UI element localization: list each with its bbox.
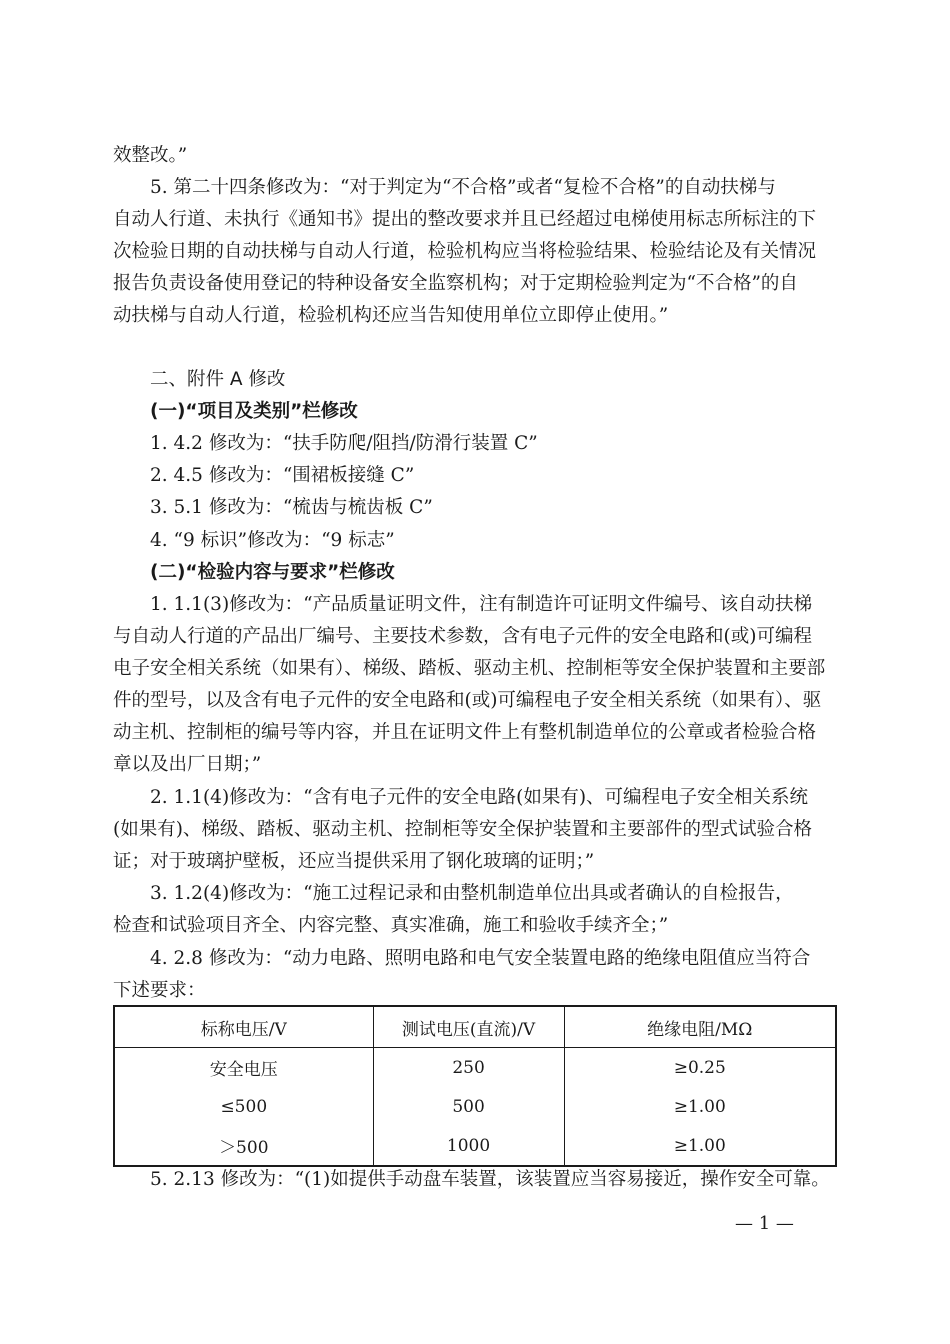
text-line: 次检验日期的自动扶梯与自动人行道，检验机构应当将检验结果、检验结论及有关情况 [113,241,817,262]
text-line: 与自动人行道的产品出厂编号、主要技术参数，含有电子元件的安全电路和(或)可编程 [113,626,812,647]
text-line: (如果有)、梯级、踏板、驱动主机、控制柜等安全保护装置和主要部件的型式试验合格 [113,819,812,840]
table-cell: ≥1.00 [564,1087,836,1126]
insulation-resistance-table [113,1005,837,1167]
table-cell: ≥1.00 [564,1126,836,1166]
column-header: 测试电压(直流)/V [373,1006,564,1048]
column-header: 标称电压/V [114,1006,373,1048]
list-item: 4. “9 标识”修改为：“9 标志” [150,530,395,551]
list-item: 1. 4.2 修改为：“扶手防爬/阻挡/防滑行装置 C” [150,433,538,454]
table-header-row [114,1006,836,1048]
list-item: 2. 4.5 修改为：“围裙板接缝 C” [150,465,415,486]
text-line: 下述要求： [113,980,206,1001]
text-line: 电子安全相关系统（如果有）、梯级、踏板、驱动主机、控制柜等安全保护装置和主要部 [113,658,826,679]
text-line: 2. 1.1(4)修改为：“含有电子元件的安全电路(如果有)、可编程电子安全相关系统 [150,787,809,808]
text-line: 动扶梯与自动人行道，检验机构还应当告知使用单位立即停止使用。” [113,305,669,326]
page-number: — 1 — [735,1213,794,1234]
table-cell: 500 [373,1087,564,1126]
text-line: 动主机、控制柜的编号等内容，并且在证明文件上有整机制造单位的公章或者检验合格 [113,722,817,743]
table-row [114,1048,836,1088]
text-line: 效整改。” [113,145,188,166]
table-cell: 250 [373,1048,564,1088]
table-cell: ≥0.25 [564,1048,836,1088]
text-line: 5. 第二十四条修改为：“对于判定为“不合格”或者“复检不合格”的自动扶梯与 [150,177,776,198]
text-line: 报告负责设备使用登记的特种设备安全监察机构；对于定期检验判定为“不合格”的自 [113,273,798,294]
text-line: 检查和试验项目齐全、内容完整、真实准确，施工和验收手续齐全；” [113,915,669,936]
section-title: 二、附件 A 修改 [150,369,286,390]
column-header: 绝缘电阻/MΩ [564,1006,836,1048]
subsection-title: (一)“项目及类别”栏修改 [150,401,358,422]
text-line: 证；对于玻璃护壁板，还应当提供采用了钢化玻璃的证明；” [113,851,595,872]
table-cell: 1000 [373,1126,564,1166]
text-line: 章以及出厂日期；” [113,754,262,775]
text-line: 5. 2.13 修改为：“(1)如提供手动盘车装置，该装置应当容易接近，操作安全可靠。 [150,1169,830,1190]
table-cell: 安全电压 [114,1048,373,1088]
text-line: 4. 2.8 修改为：“动力电路、照明电路和电气安全装置电路的绝缘电阻值应当符合 [150,948,811,969]
text-line: 自动人行道、未执行《通知书》提出的整改要求并且已经超过电梯使用标志所标注的下 [113,209,817,230]
text-line: 3. 1.2(4)修改为：“施工过程记录和由整机制造单位出具或者确认的自检报告， [150,883,794,904]
table-cell: ≤500 [114,1087,373,1126]
table-row [114,1126,836,1166]
list-item: 3. 5.1 修改为：“梳齿与梳齿板 C” [150,497,433,518]
subsection-title: (二)“检验内容与要求”栏修改 [150,562,395,583]
text-line: 件的型号，以及含有电子元件的安全电路和(或)可编程电子安全相关系统（如果有）、驱 [113,690,822,711]
text-line: 1. 1.1(3)修改为：“产品质量证明文件，注有制造许可证明文件编号、该自动扶梯 [150,594,813,615]
table-row [114,1087,836,1126]
table-cell: ＞500 [114,1126,373,1166]
